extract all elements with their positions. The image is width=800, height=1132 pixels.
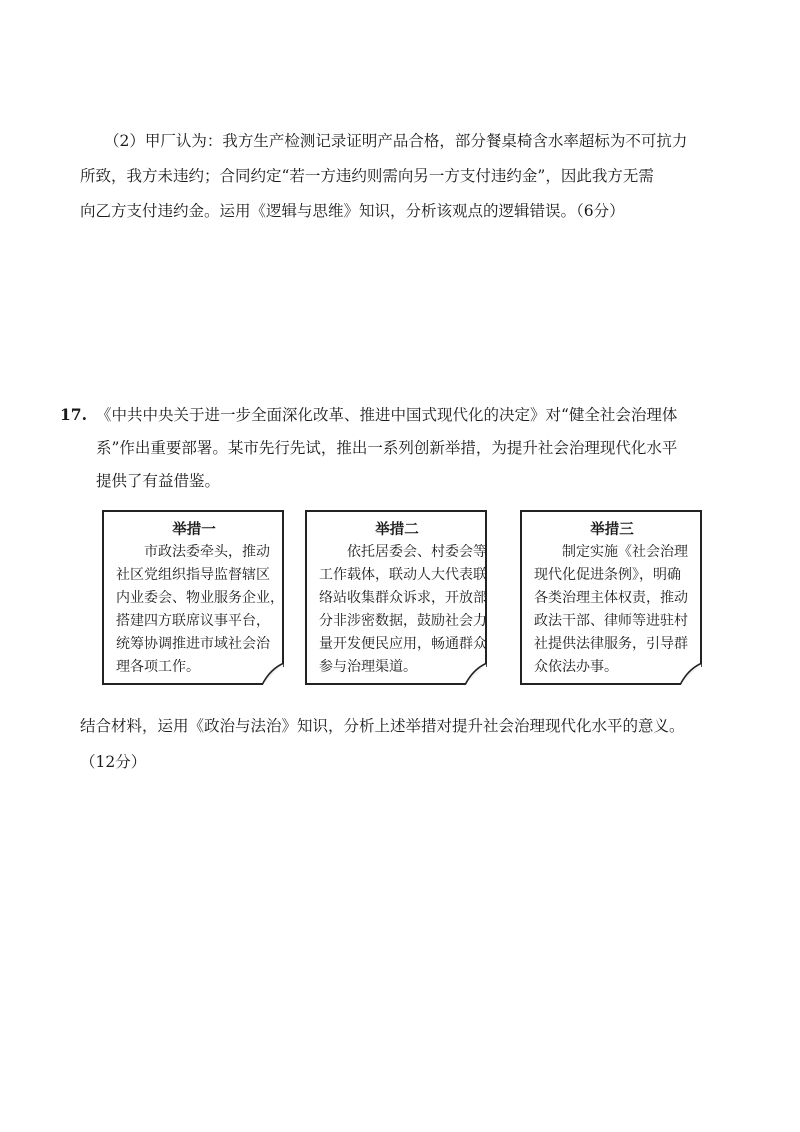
question-17-stem bbox=[60, 398, 720, 498]
page-curl-icon bbox=[465, 663, 487, 685]
page-curl-icon bbox=[680, 663, 702, 685]
card-line: 络站收集群众诉求，开放部 bbox=[319, 590, 487, 606]
measure-card-body bbox=[534, 541, 690, 679]
q17-line-3: 提供了有益借鉴。 bbox=[96, 472, 221, 490]
card-line: 内业委会、物业服务企业， bbox=[116, 590, 284, 606]
card-line: 参与治理渠道。 bbox=[319, 659, 417, 675]
measure-card-2 bbox=[305, 510, 487, 685]
card-line: 社提供法律服务，引导群 bbox=[534, 636, 688, 652]
task-line-1: 结合材料，运用《政治与法治》知识，分析上述举措对提升社会治理现代化水平的意义。 bbox=[80, 717, 685, 735]
card-line: 量开发便民应用，畅通群众 bbox=[319, 636, 487, 652]
page-curl-icon bbox=[262, 663, 284, 685]
card-line: 统筹协调推进市域社会治 bbox=[116, 636, 270, 652]
card-line: 制定实施《社会治理 bbox=[562, 544, 688, 560]
measure-card-title: 举措一 bbox=[172, 521, 216, 538]
q16-line-3: 向乙方支付违约金。运用《逻辑与思维》知识，分析该观点的逻辑错误。（6分） bbox=[80, 202, 625, 220]
card-line: 众依法办事。 bbox=[534, 659, 618, 675]
measure-card-body bbox=[116, 541, 284, 679]
task-line-2: （12分） bbox=[80, 753, 147, 771]
card-line: 社区党组织指导监督辖区 bbox=[116, 567, 270, 583]
card-line: 搭建四方联席议事平台， bbox=[116, 613, 270, 629]
q17-line-1: 《中共中央关于进一步全面深化改革、推进中国式现代化的决定》对“健全社会治理体 bbox=[96, 406, 678, 424]
measure-card-1 bbox=[102, 510, 284, 685]
card-line: 理各项工作。 bbox=[116, 659, 200, 675]
measure-card-3 bbox=[520, 510, 702, 685]
measure-card-title: 举措三 bbox=[590, 521, 634, 538]
card-line: 现代化促进条例》，明确 bbox=[534, 567, 681, 583]
q16-line-1: （2）甲厂认为：我方生产检测记录证明产品合格，部分餐桌椅含水率超标为不可抗力 bbox=[104, 132, 688, 150]
measures-cards bbox=[102, 510, 708, 690]
measure-card-title: 举措二 bbox=[375, 521, 419, 538]
card-line: 各类治理主体权责，推动 bbox=[534, 590, 688, 606]
card-line: 市政法委牵头，推动 bbox=[144, 544, 270, 560]
card-line: 政法干部、律师等进驻村 bbox=[534, 613, 688, 629]
card-line: 依托居委会、村委会等 bbox=[347, 544, 487, 560]
card-line: 分非涉密数据，鼓励社会力 bbox=[319, 613, 487, 629]
question-16-part-2 bbox=[80, 124, 720, 229]
question-17-task bbox=[80, 708, 730, 780]
measure-card-body bbox=[319, 541, 487, 679]
question-number: 17. bbox=[60, 405, 87, 424]
q16-line-2: 所致，我方未违约；合同约定“若一方违约则需向另一方支付违约金”，因此我方无需 bbox=[80, 167, 654, 185]
q17-line-2: 系”作出重要部署。某市先行先试，推出一系列创新举措，为提升社会治理现代化水平 bbox=[96, 439, 678, 457]
card-line: 工作载体，联动人大代表联 bbox=[319, 567, 487, 583]
